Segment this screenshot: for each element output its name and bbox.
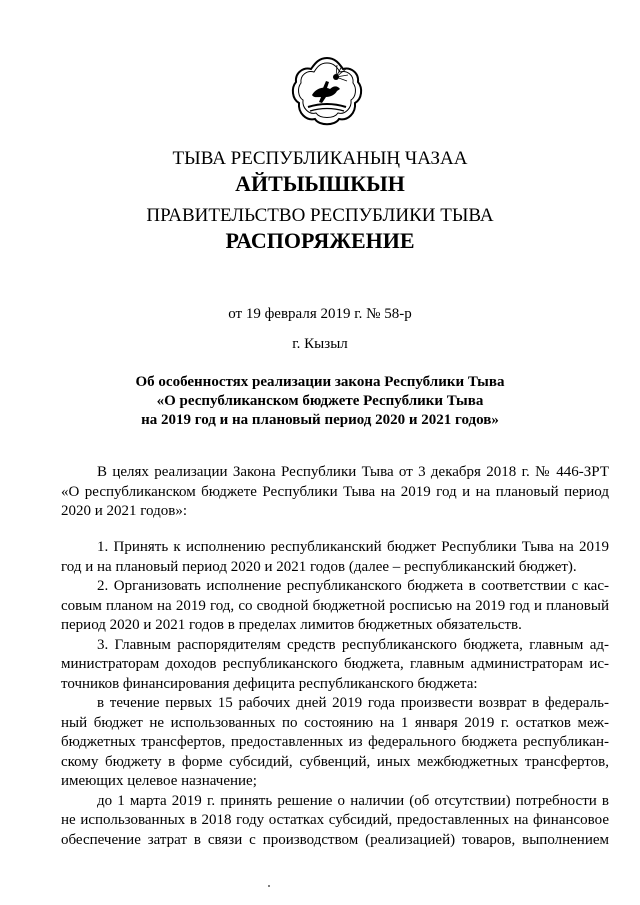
scan-speck <box>268 885 270 887</box>
tuvan-document-type: АЙТЫЫШКЫН <box>235 171 405 196</box>
subitem-2-paragraph <box>61 792 609 851</box>
text-line: ный бюджет не использованных по состоянию на 1 января 2019 г. остатков меж- <box>61 714 609 731</box>
item-1-paragraph <box>61 538 609 577</box>
text-line: год и на плановый период 2020 и 2021 годов (далее – республиканский бюджет). <box>61 558 577 575</box>
text-line: 3. Главным распорядителям средств республиканского бюджета, главным ад- <box>97 636 609 653</box>
text-line: В целях реализации Закона Республики Тыва от 3 декабря 2018 г. № 446-ЗРТ <box>97 464 609 480</box>
document-title <box>0 373 640 430</box>
item-2-paragraph <box>61 577 609 636</box>
text-line: имеющих целевое назначение; <box>61 773 257 789</box>
text-line: до 1 марта 2019 г. принять решение о наличии (об отсутствии) потребности в <box>97 792 609 809</box>
tuvan-government-heading: ТЫВА РЕСПУБЛИКАНЫҢ ЧАЗАА <box>172 148 468 169</box>
title-line: на 2019 год и на плановый период 2020 и 2021 годов» <box>141 412 499 428</box>
russian-government-heading: ПРАВИТЕЛЬСТВО РЕСПУБЛИКИ ТЫВА <box>146 205 494 226</box>
text-line: совым планом на 2019 год, со сводной бюджетной росписью на 2019 год и плановый <box>61 597 609 614</box>
text-line: период 2020 и 2021 годов в пределах лимитов бюджетных обязательств. <box>61 617 522 633</box>
text-line: скому бюджету в форме субсидий, субвенций, иных межбюджетных трансфертов, <box>61 753 609 770</box>
tuva-emblem-icon <box>290 55 364 129</box>
text-line: обеспечение затрат в связи с производством (реализацией) товаров, выполнением <box>61 831 609 848</box>
document-items <box>61 538 609 850</box>
text-line: 2. Организовать исполнение республиканского бюджета в соответствии с кас- <box>97 578 609 594</box>
document-city: г. Кызыл <box>292 336 348 352</box>
text-line: точников финансирования дефицита республиканского бюджета: <box>61 675 478 692</box>
text-line: «О республиканском бюджете Республики Тыва на 2019 год и на плановый период <box>61 483 609 500</box>
text-line: в течение первых 15 рабочих дней 2019 года произвести возврат в федераль- <box>97 695 609 711</box>
document-date-number: от 19 февраля 2019 г. № 58-р <box>228 306 412 322</box>
russian-document-type: РАСПОРЯЖЕНИЕ <box>225 228 415 253</box>
text-line: не использованных в 2018 году остатках субсидий, предоставленных на финансовое <box>61 812 609 828</box>
subitem-1-paragraph <box>61 694 609 792</box>
title-line: Об особенностях реализации закона Республики Тыва <box>135 374 505 390</box>
text-line: 1. Принять к исполнению республиканский бюджет Республики Тыва на 2019 <box>97 539 609 555</box>
title-line: «О республиканском бюджете Республики Тыва <box>156 393 484 409</box>
text-line: 2020 и 2021 годов»: <box>61 503 188 519</box>
text-line: бюджетных трансфертов, предоставленных из федерального бюджета республикан- <box>61 734 609 750</box>
text-line: министраторам доходов республиканского бюджета, главным администраторам ис- <box>61 656 609 672</box>
item-3-paragraph <box>61 636 609 695</box>
preamble-paragraph <box>61 463 609 522</box>
